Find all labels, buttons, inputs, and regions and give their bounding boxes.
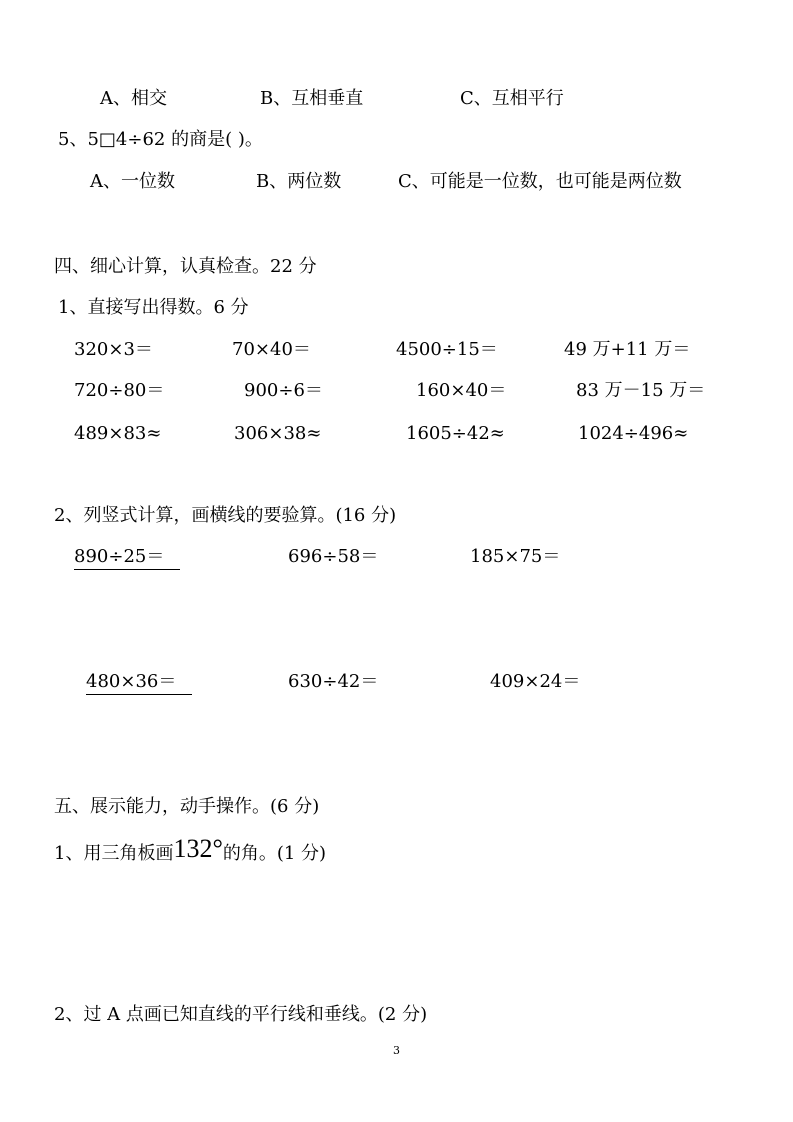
q4-option-b: B、互相垂直: [260, 88, 364, 109]
section4-part2-heading: 2、列竖式计算，画横线的要验算。(16 分): [54, 505, 397, 526]
vertical-calc-item: 185×75＝: [470, 546, 561, 567]
calc-item: 306×38≈: [234, 423, 322, 444]
calc-item: 320×3＝: [74, 339, 153, 360]
calc-item: 1605÷42≈: [406, 423, 505, 444]
section5-q1-suffix: 的角。(1 分): [222, 843, 327, 864]
vertical-calc-item: [74, 546, 180, 570]
calc-item: 1024÷496≈: [578, 423, 689, 444]
page-number: 3: [393, 1044, 400, 1057]
q4-option-a: A、相交: [100, 88, 167, 109]
vertical-calc-text: 480×36＝: [86, 671, 192, 695]
q5-option-c: C、可能是一位数，也可能是两位数: [398, 171, 682, 192]
section5-heading: 五、展示能力，动手操作。(6 分): [54, 796, 320, 817]
section4-heading: 四、细心计算，认真检查。22 分: [54, 256, 317, 277]
q5-stem: 5、5□4÷62 的商是( )。: [58, 129, 263, 150]
calc-item: 83 万－15 万＝: [576, 380, 706, 401]
section4-part1-heading: 1、直接写出得数。6 分: [58, 297, 249, 318]
vertical-calc-item: [86, 671, 192, 695]
section5-q1: [54, 834, 327, 865]
vertical-calc-item: 409×24＝: [490, 671, 581, 692]
calc-item: 160×40＝: [416, 380, 507, 401]
calc-item: 489×83≈: [74, 423, 162, 444]
calc-item: 4500÷15＝: [396, 339, 498, 360]
angle-value: 132°: [173, 834, 223, 863]
q5-option-b: B、两位数: [256, 171, 342, 192]
vertical-calc-item: 630÷42＝: [288, 671, 379, 692]
q5-option-a: A、一位数: [90, 171, 175, 192]
section5-q1-prefix: 1、用三角板画: [54, 843, 174, 864]
q4-option-c: C、互相平行: [460, 88, 564, 109]
calc-item: 900÷6＝: [244, 380, 323, 401]
calc-item: 70×40＝: [232, 339, 311, 360]
vertical-calc-text: 890÷25＝: [74, 546, 180, 570]
section5-q2: 2、过 A 点画已知直线的平行线和垂线。(2 分): [54, 1004, 428, 1025]
vertical-calc-item: 696÷58＝: [288, 546, 379, 567]
calc-item: 720÷80＝: [74, 380, 165, 401]
calc-item: 49 万+11 万＝: [564, 339, 691, 360]
